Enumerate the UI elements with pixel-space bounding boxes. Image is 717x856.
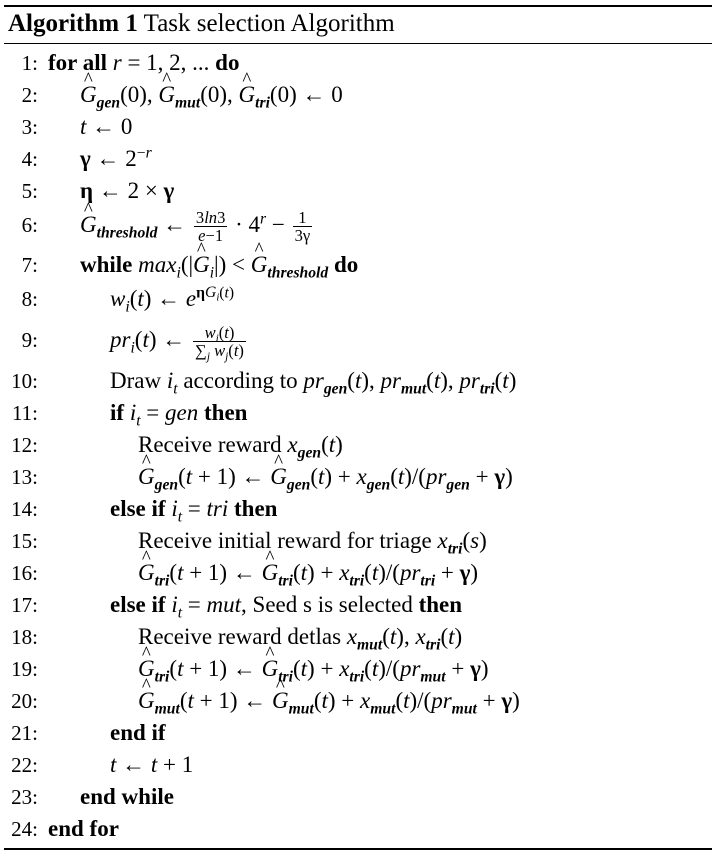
keyword-then: then: [418, 592, 463, 617]
line-number: 7:: [21, 253, 38, 277]
keyword-do: do: [215, 50, 240, 75]
text-receive-reward: Receive reward: [138, 432, 282, 457]
header-rule: [4, 43, 712, 44]
keyword-then: then: [234, 496, 278, 521]
line-number: 4:: [21, 147, 38, 171]
line-number: 13:: [11, 465, 38, 489]
line-number: 17:: [11, 593, 38, 617]
line-number: 1:: [21, 51, 38, 75]
keyword-end-while: end while: [80, 784, 174, 809]
line-number: 23:: [11, 785, 38, 809]
keyword-else-if: else if: [110, 592, 166, 617]
line-number: 3:: [21, 115, 38, 139]
line-number: 14:: [11, 497, 38, 521]
keyword-else-if: else if: [110, 496, 166, 521]
keyword-for-all: for all: [48, 50, 107, 75]
line-number: 21:: [11, 721, 38, 745]
algorithm-title: Task selection Algorithm: [143, 10, 395, 37]
line-number: 15:: [11, 529, 38, 553]
keyword-if: if: [110, 400, 125, 425]
text-receive-initial-reward: Receive initial reward for triage: [138, 528, 432, 553]
line-number: 9:: [21, 328, 38, 352]
keyword-end-for: end for: [48, 816, 119, 841]
line-number: 22:: [11, 753, 38, 777]
keyword-then: then: [204, 400, 248, 425]
text-seed-selected: Seed s is selected: [252, 592, 413, 617]
line-number: 24:: [11, 817, 38, 841]
line-number: 16:: [11, 561, 38, 585]
line-number: 5:: [21, 179, 38, 203]
keyword-while: while: [80, 252, 133, 277]
algorithm-caption: [8, 6, 395, 42]
line-number: 10:: [11, 369, 38, 393]
text-according-to: according to: [183, 368, 298, 393]
line-number: 11:: [11, 401, 38, 425]
keyword-do: do: [333, 252, 359, 277]
keyword-end-if: end if: [110, 720, 166, 745]
line-number: 2:: [21, 83, 38, 107]
line-number: 6:: [21, 213, 38, 237]
text-draw: Draw: [110, 368, 162, 393]
line-number: 8:: [21, 287, 38, 311]
bottom-rule: [4, 848, 712, 850]
text-receive-reward-detlas: Receive reward detlas: [138, 624, 342, 649]
line-number: 18:: [11, 625, 38, 649]
algorithm-label: Algorithm 1: [8, 10, 138, 37]
line-number: 12:: [11, 433, 38, 457]
line-number: 19:: [11, 657, 38, 681]
line-number: 20:: [11, 689, 38, 713]
